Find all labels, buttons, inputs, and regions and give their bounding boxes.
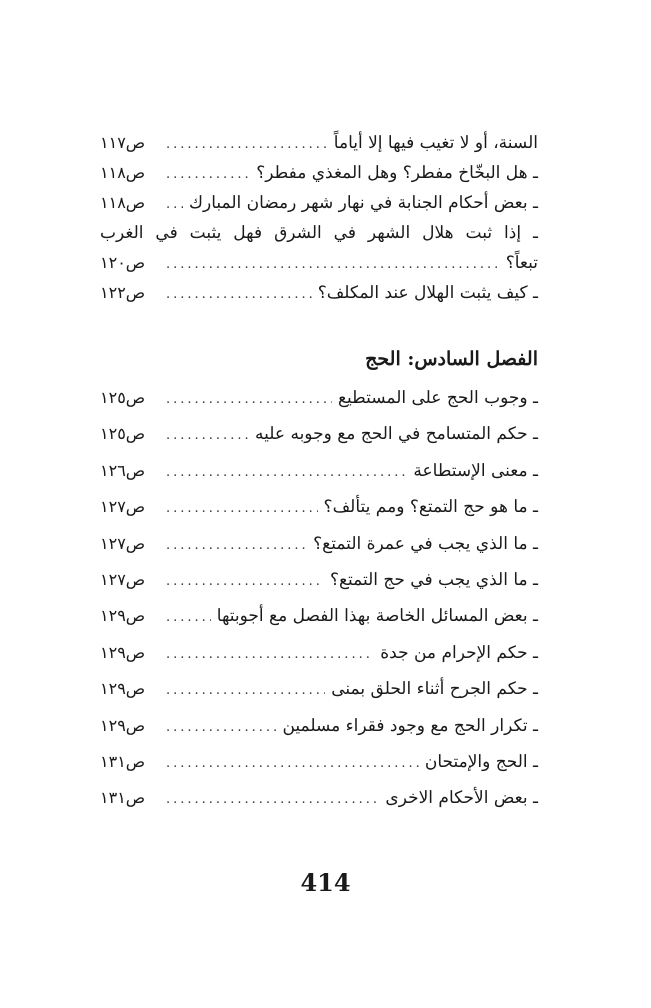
- toc-entry-text: ـ ما الذي يجب في حج التمتع؟: [329, 569, 538, 590]
- toc-entry-page: ص١٢٩: [100, 715, 146, 735]
- leader-dots: [166, 382, 332, 418]
- toc-entry: [100, 635, 538, 671]
- leader-dots: [166, 746, 419, 782]
- toc-entry: [100, 489, 538, 525]
- toc-entry-page: ص١٢٩: [100, 606, 146, 626]
- toc-entry-text: ـ بعض الأحكام الاخرى: [385, 788, 538, 809]
- toc-entry-text: ـ تكرار الحج مع وجود فقراء مسلمين: [282, 715, 538, 736]
- toc-entry: [100, 708, 538, 744]
- toc-entry-text: ـ حكم الجرح أثناء الحلق بمنى: [331, 679, 538, 700]
- toc-entry-multiline-second: [100, 248, 538, 278]
- toc-entry-text: ـ وجوب الحج على المستطيع: [337, 388, 538, 408]
- toc-entry: [100, 158, 538, 188]
- toc-entry-page: ص١٢٧: [100, 497, 146, 517]
- toc-entry: [100, 380, 538, 416]
- toc-entry-page: ص١٢٠: [100, 253, 146, 272]
- toc-entry: [100, 128, 538, 158]
- toc-entry-text: ـ ما هو حج التمتع؟ ومم يتألف؟: [323, 497, 538, 518]
- leader-dots: [166, 160, 250, 190]
- toc-entry: [100, 562, 538, 598]
- toc-entry-text: ـ معنى الإستطاعة: [413, 460, 538, 481]
- toc-entry-page: ص١٢٥: [100, 424, 146, 444]
- toc-section-hajj: [100, 380, 538, 817]
- leader-dots: [166, 782, 379, 818]
- toc-entry-text: ـ حكم المتسامح في الحج مع وجوبه عليه: [255, 424, 538, 445]
- leader-dots: [166, 600, 211, 636]
- leader-dots: [166, 130, 328, 160]
- toc-entry-page: ص١٢٧: [100, 533, 146, 553]
- toc-entry-page: ص١٢٦: [100, 460, 146, 480]
- leader-dots: [166, 710, 276, 746]
- leader-dots: [166, 564, 324, 600]
- toc-entry-text: ـ بعض أحكام الجنابة في نهار شهر رمضان المبارك: [188, 193, 538, 213]
- toc-entry-page: ص١١٧: [100, 133, 146, 152]
- toc-entry: [100, 744, 538, 780]
- toc-entry: [100, 526, 538, 562]
- toc-entry-text: ـ ما الذي يجب في عمرة التمتع؟: [313, 533, 538, 554]
- toc-entry-text: ـ الحج والإمتحان: [424, 751, 538, 772]
- leader-dots: [166, 491, 318, 527]
- toc-entry-text: ـ كيف يثبت الهلال عند المكلف؟: [317, 283, 538, 303]
- toc-entry-page: ص١٣١: [100, 788, 146, 808]
- leader-dots: [166, 250, 500, 280]
- toc-entry: [100, 780, 538, 816]
- leader-dots: [166, 455, 407, 491]
- toc-entry-text: السنة، أو لا تغيب فيها إلا أياماً: [333, 133, 538, 153]
- toc-entry: [100, 453, 538, 489]
- leader-dots: [166, 673, 325, 709]
- toc-entry: [100, 416, 538, 452]
- toc-entry-page: ص١١٨: [100, 163, 146, 182]
- page-number: 414: [300, 868, 351, 897]
- toc-entry-page: ص١٢٥: [100, 388, 146, 407]
- leader-dots: [166, 528, 307, 564]
- toc-entry-page: ص١٢٢: [100, 283, 146, 302]
- leader-dots: [166, 190, 183, 220]
- toc-entry-page: ص١٢٩: [100, 679, 146, 699]
- leader-dots: [166, 418, 249, 454]
- toc-entry-multiline-first: ـ إذا ثبت هلال الشهر في الشرق فهل يثبت في الغرب: [100, 223, 538, 243]
- toc-entry: [100, 598, 538, 634]
- toc-entry-text: ـ حكم الإحرام من جدة: [380, 642, 538, 663]
- toc-entry: [100, 278, 538, 308]
- toc-entry-page: ص١٢٩: [100, 642, 146, 662]
- toc-entry-text: ـ بعض المسائل الخاصة بهذا الفصل مع أجوبتها: [216, 606, 538, 627]
- toc-entry-page: ص١١٨: [100, 193, 146, 212]
- leader-dots: [166, 637, 374, 673]
- chapter-heading: الفصل السادس: الحج: [365, 348, 538, 370]
- toc-entry-page: ص١٢٧: [100, 569, 146, 589]
- toc-entry: [100, 188, 538, 218]
- toc-entry-text: ـ هل البخّاخ مفطر؟ وهل المغذي مفطر؟: [256, 163, 538, 183]
- table-of-contents: [100, 128, 538, 817]
- leader-dots: [166, 280, 312, 310]
- toc-entry: [100, 671, 538, 707]
- toc-entry-page: ص١٣١: [100, 751, 146, 771]
- toc-entry-text: تبعاً؟: [505, 253, 538, 273]
- toc-section-fasting: [100, 128, 538, 308]
